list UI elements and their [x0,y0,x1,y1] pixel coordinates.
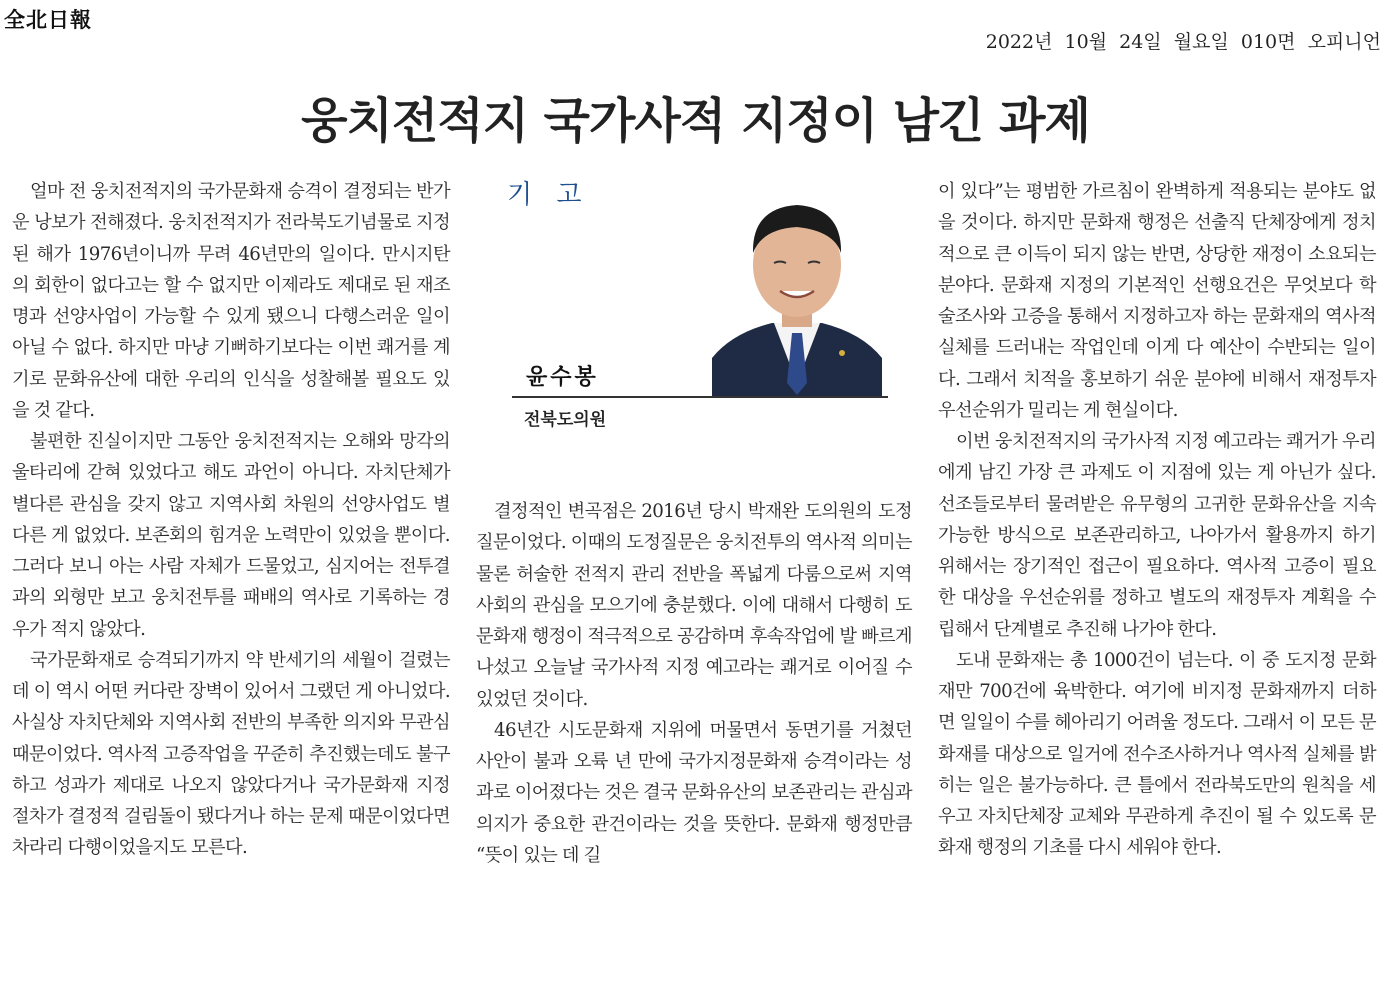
article-column-1 [12,176,450,864]
paragraph: 결정적인 변곡점은 2016년 당시 박재완 도의원의 도정질문이었다. 이때의 도정질문은 웅치전투의 역사적 의미는 물론 허술한 전적지 관리 전반을 폭넓게 다룸으로써 지역사회의 관심을 모으기에 충분했다. 이에 대해서 다행히 도 문화재 행정이 적극적으로 공감하며 후속작업에 발 빠르게 나섰고 오늘날 국가사적 지정 예고라는 쾌거로 이어질 수 있었던 것이다. [476,501,912,710]
paragraph: 도내 문화재는 총 1000건이 넘는다. 이 중 도지정 문화재만 700건에 육박한다. 여기에 비지정 문화재까지 더하면 일일이 수를 헤아리기 어려울 정도다. 그래서 이 모든 문화재를 대상으로 일거에 전수조사하거나 역사적 실체를 밝히는 일은 불가능하다. 큰 틀에서 전라북도만의 원칙을 세우고 자치단체장 교체와 무관하게 추진이 될 수 있도록 문화재 행정의 기초를 다시 세워야 한다. [938,649,1376,859]
author-title: 전북도의원 [524,410,607,430]
paragraph: 불편한 진실이지만 그동안 웅치전적지는 오해와 망각의 울타리에 갇혀 있었다고 해도 과언이 아니다. 자치단체가 별다른 관심을 갖지 않고 지역사회 차원의 선양사업도 별다른 게 없었다. 보존회의 힘겨운 노력만이 있었을 뿐이다. 그러다 보니 아는 사람 자체가 드물었고, 심지어는 전투결과의 외형만 보고 웅치전투를 패배의 역사로 기록하는 경우가 적지 않았다. [12,431,450,640]
paragraph: 얼마 전 웅치전적지의 국가문화재 승격이 결정되는 반가운 낭보가 전해졌다. 웅치전적지가 전라북도기념물로 지정된 해가 1976년이니까 무려 46년만의 일이다. 만시지탄의 회한이 없다고는 할 수 없지만 이제라도 제대로 된 재조명과 선양사업이 가능할 수 있게 됐으니 다행스러운 일이 아닐 수 없다. 하지만 마냥 기뻐하기보다는 이번 쾌거를 계기로 문화유산에 대한 우리의 인식을 성찰해볼 필요도 있을 것 같다. [12,181,450,421]
section-label: 기 고 [507,180,590,210]
paragraph: 46년간 시도문화재 지위에 머물면서 동면기를 거쳤던 사안이 불과 오륙 년 만에 국가지정문화재 승격이라는 성과로 이어졌다는 것은 결국 문화유산의 보존관리는 관심과 의지가 중요한 관건이라는 것을 뜻한다. 문화재 행정만큼 “뜻이 있는 데 길 [476,719,912,866]
author-name: 윤수봉 [526,365,599,390]
paragraph: 국가문화재로 승격되기까지 약 반세기의 세월이 걸렸는데 이 역시 어떤 커다란 장벽이 있어서 그랬던 게 아니었다. 사실상 자치단체와 지역사회 전반의 부족한 의지와 무관심 때문이었다. 역사적 고증작업을 꾸준히 추진했는데도 불구하고 성과가 제대로 나오지 않았다거나 국가문화재 지정 절차가 결정적 걸림돌이 됐다거나 하는 문제 때문이었다면 차라리 다행이었을지도 모른다. [12,649,450,859]
byline-divider [512,396,888,398]
author-portrait [712,183,882,398]
paragraph: 이 있다”는 평범한 가르침이 완벽하게 적용되는 분야도 없을 것이다. 하지만 문화재 행정은 선출직 단체장에게 정치적으로 큰 이득이 되지 않는 반면, 상당한 재정이 소요되는 분야다. 문화재 지정의 기본적인 선행요건은 무엇보다 학술조사와 고증을 통해서 지정하고자 하는 문화재의 역사적 실체를 드러내는 작업인데 이게 다 예산이 수반되는 일이다. 그래서 치적을 홍보하기 쉬운 분야에 비해서 재정투자 우선순위가 밀리는 게 현실이다. [938,181,1376,421]
dateline: 2022년 10월 24일 월요일 010면 오피니언 [985,31,1381,53]
paragraph: 이번 웅치전적지의 국가사적 지정 예고라는 쾌거가 우리에게 남긴 가장 큰 과제도 이 지점에 있는 게 아닌가 싶다. 선조들로부터 물려받은 유무형의 고귀한 문화유산을 지속가능한 방식으로 보존관리하고, 나아가서 활용까지 하기 위해서는 장기적인 접근이 필요하다. 역사적 고증이 필요한 대상을 우선순위를 정하고 별도의 재정투자 계획을 수립해서 단계별로 추진해 나가야 한다. [938,431,1376,640]
newspaper-logo: 全北日報 [4,8,92,32]
article-headline: 웅치전적지 국가사적 지정이 남긴 과제 [301,93,1090,149]
article-column-2 [476,496,912,871]
article-column-3 [938,176,1376,864]
